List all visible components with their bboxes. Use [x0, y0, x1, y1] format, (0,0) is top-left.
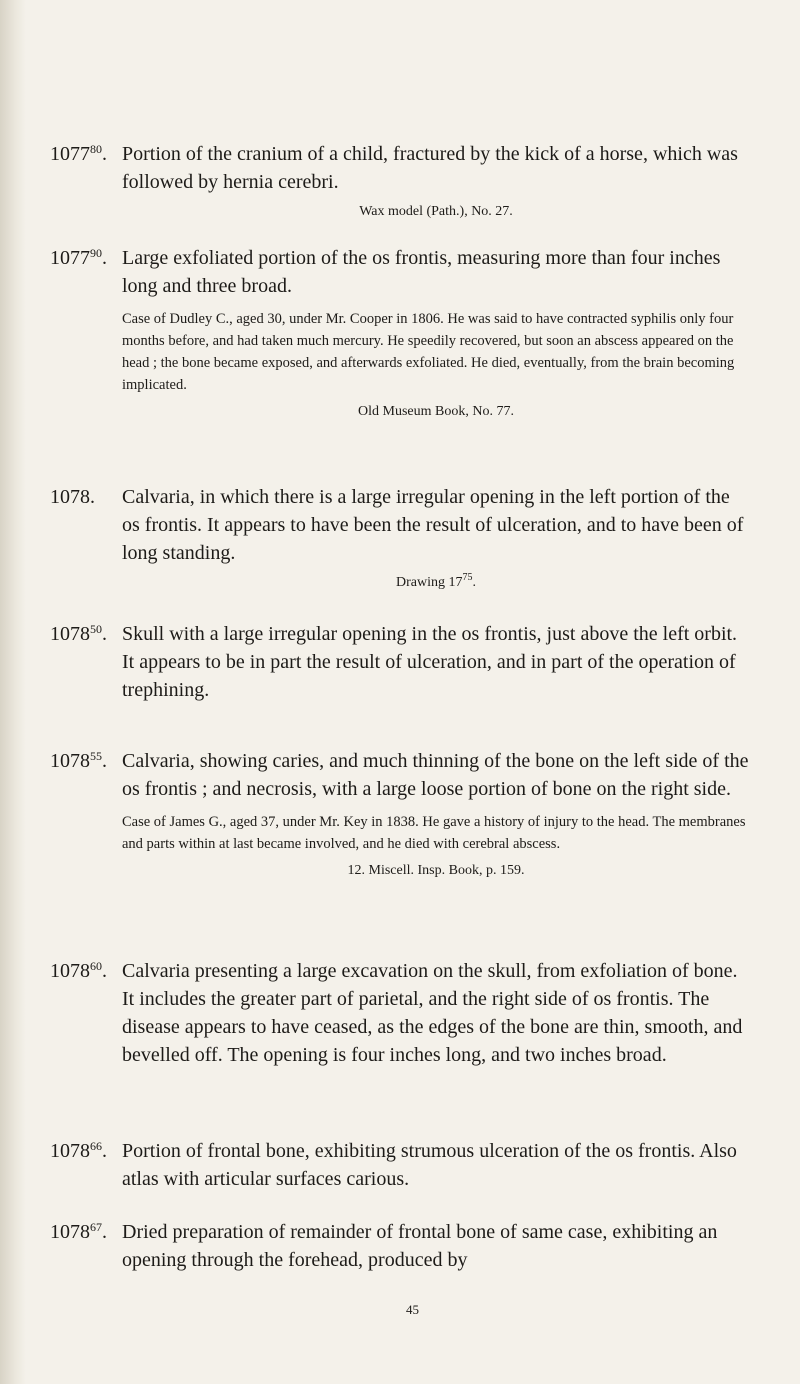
catalogue-entry-1078-50	[50, 620, 750, 704]
entry-heading	[50, 140, 750, 196]
entry-number: 1077$^{90}$.	[50, 246, 107, 269]
entry-heading	[50, 1218, 750, 1274]
entry-description: Calvaria presenting a large excavation on the skull, from exfoliation of bone. It includes the greater part of parietal, and the right side of os frontis. The disease appears to have ceased, as the edges of the bone are thin, smooth, and bevelled off. The opening is four inches long, and two inches broad.	[122, 960, 743, 1066]
entry-description: Calvaria, in which there is a large irregular opening in the left portion of the os frontis. It appears to have been the result of ulceration, and to have been of long standing.	[122, 486, 744, 564]
entry-heading	[50, 620, 750, 704]
entry-heading	[50, 957, 750, 1069]
catalogue-entry-1078	[50, 483, 750, 593]
entry-heading	[50, 747, 750, 803]
entry-number: 1078$^{60}$.	[50, 959, 107, 982]
catalogue-entry-1077-80	[50, 140, 750, 222]
entry-description: Large exfoliated portion of the os frontis, measuring more than four inches long and three broad.	[122, 247, 721, 297]
entry-description: Dried preparation of remainder of frontal bone of same case, exhibiting an opening through the forehead, produced by	[122, 1221, 718, 1271]
page-binding-shadow	[0, 0, 26, 1384]
entry-description: Calvaria, showing caries, and much thinning of the bone on the left side of the os frontis ; and necrosis, with a large loose portion of bone on the right side.	[122, 750, 749, 800]
catalogue-entry-1078-67	[50, 1218, 750, 1274]
case-history: Case of James G., aged 37, under Mr. Key in 1838. He gave a history of injury to the head. The membranes and parts within at last became involved, and he died with cerebral abscess.	[122, 814, 746, 852]
entry-heading	[50, 483, 750, 567]
entry-number: 1078.	[50, 486, 95, 508]
entry-number: 1078$^{66}$.	[50, 1139, 107, 1162]
entry-reference: Drawing $17^{75}$.	[396, 572, 476, 590]
catalogue-entry-1078-60	[50, 957, 750, 1069]
entry-number: 1077$^{80}$.	[50, 142, 107, 165]
entry-number: 1078$^{55}$.	[50, 749, 107, 772]
entry-description: Portion of frontal bone, exhibiting strumous ulceration of the os frontis. Also atlas with articular surfaces carious.	[122, 1140, 737, 1190]
entry-description: Portion of the cranium of a child, fractured by the kick of a horse, which was followed by hernia cerebri.	[122, 143, 738, 193]
page-number: 45	[406, 1302, 419, 1317]
catalogue-entry-1078-66	[50, 1137, 750, 1193]
entry-heading	[50, 1137, 750, 1193]
entry-description: Skull with a large irregular opening in the os frontis, just above the left orbit. It appears to be in part the result of ulceration, and in part of the operation of trephining.	[122, 623, 738, 701]
catalogue-entry-1078-55	[50, 747, 750, 881]
case-history: Case of Dudley C., aged 30, under Mr. Cooper in 1806. He was said to have contracted syphilis only four months before, and had taken much mercury. He speedily recovered, but soon an abscess appeared on the head ; the bone became exposed, and afterwards exfoliated. He died, eventually, from the brain becoming implicated.	[122, 311, 735, 393]
entry-number: 1078$^{50}$.	[50, 622, 107, 645]
entry-number: 1078$^{67}$.	[50, 1220, 107, 1243]
entry-reference: 12. Miscell. Insp. Book, p. 159.	[347, 863, 525, 878]
entry-reference: Old Museum Book, No. 77.	[358, 404, 514, 419]
catalogue-entry-1077-90	[50, 244, 750, 422]
entry-heading	[50, 244, 750, 300]
entry-reference: Wax model (Path.), No. 27.	[359, 204, 513, 219]
